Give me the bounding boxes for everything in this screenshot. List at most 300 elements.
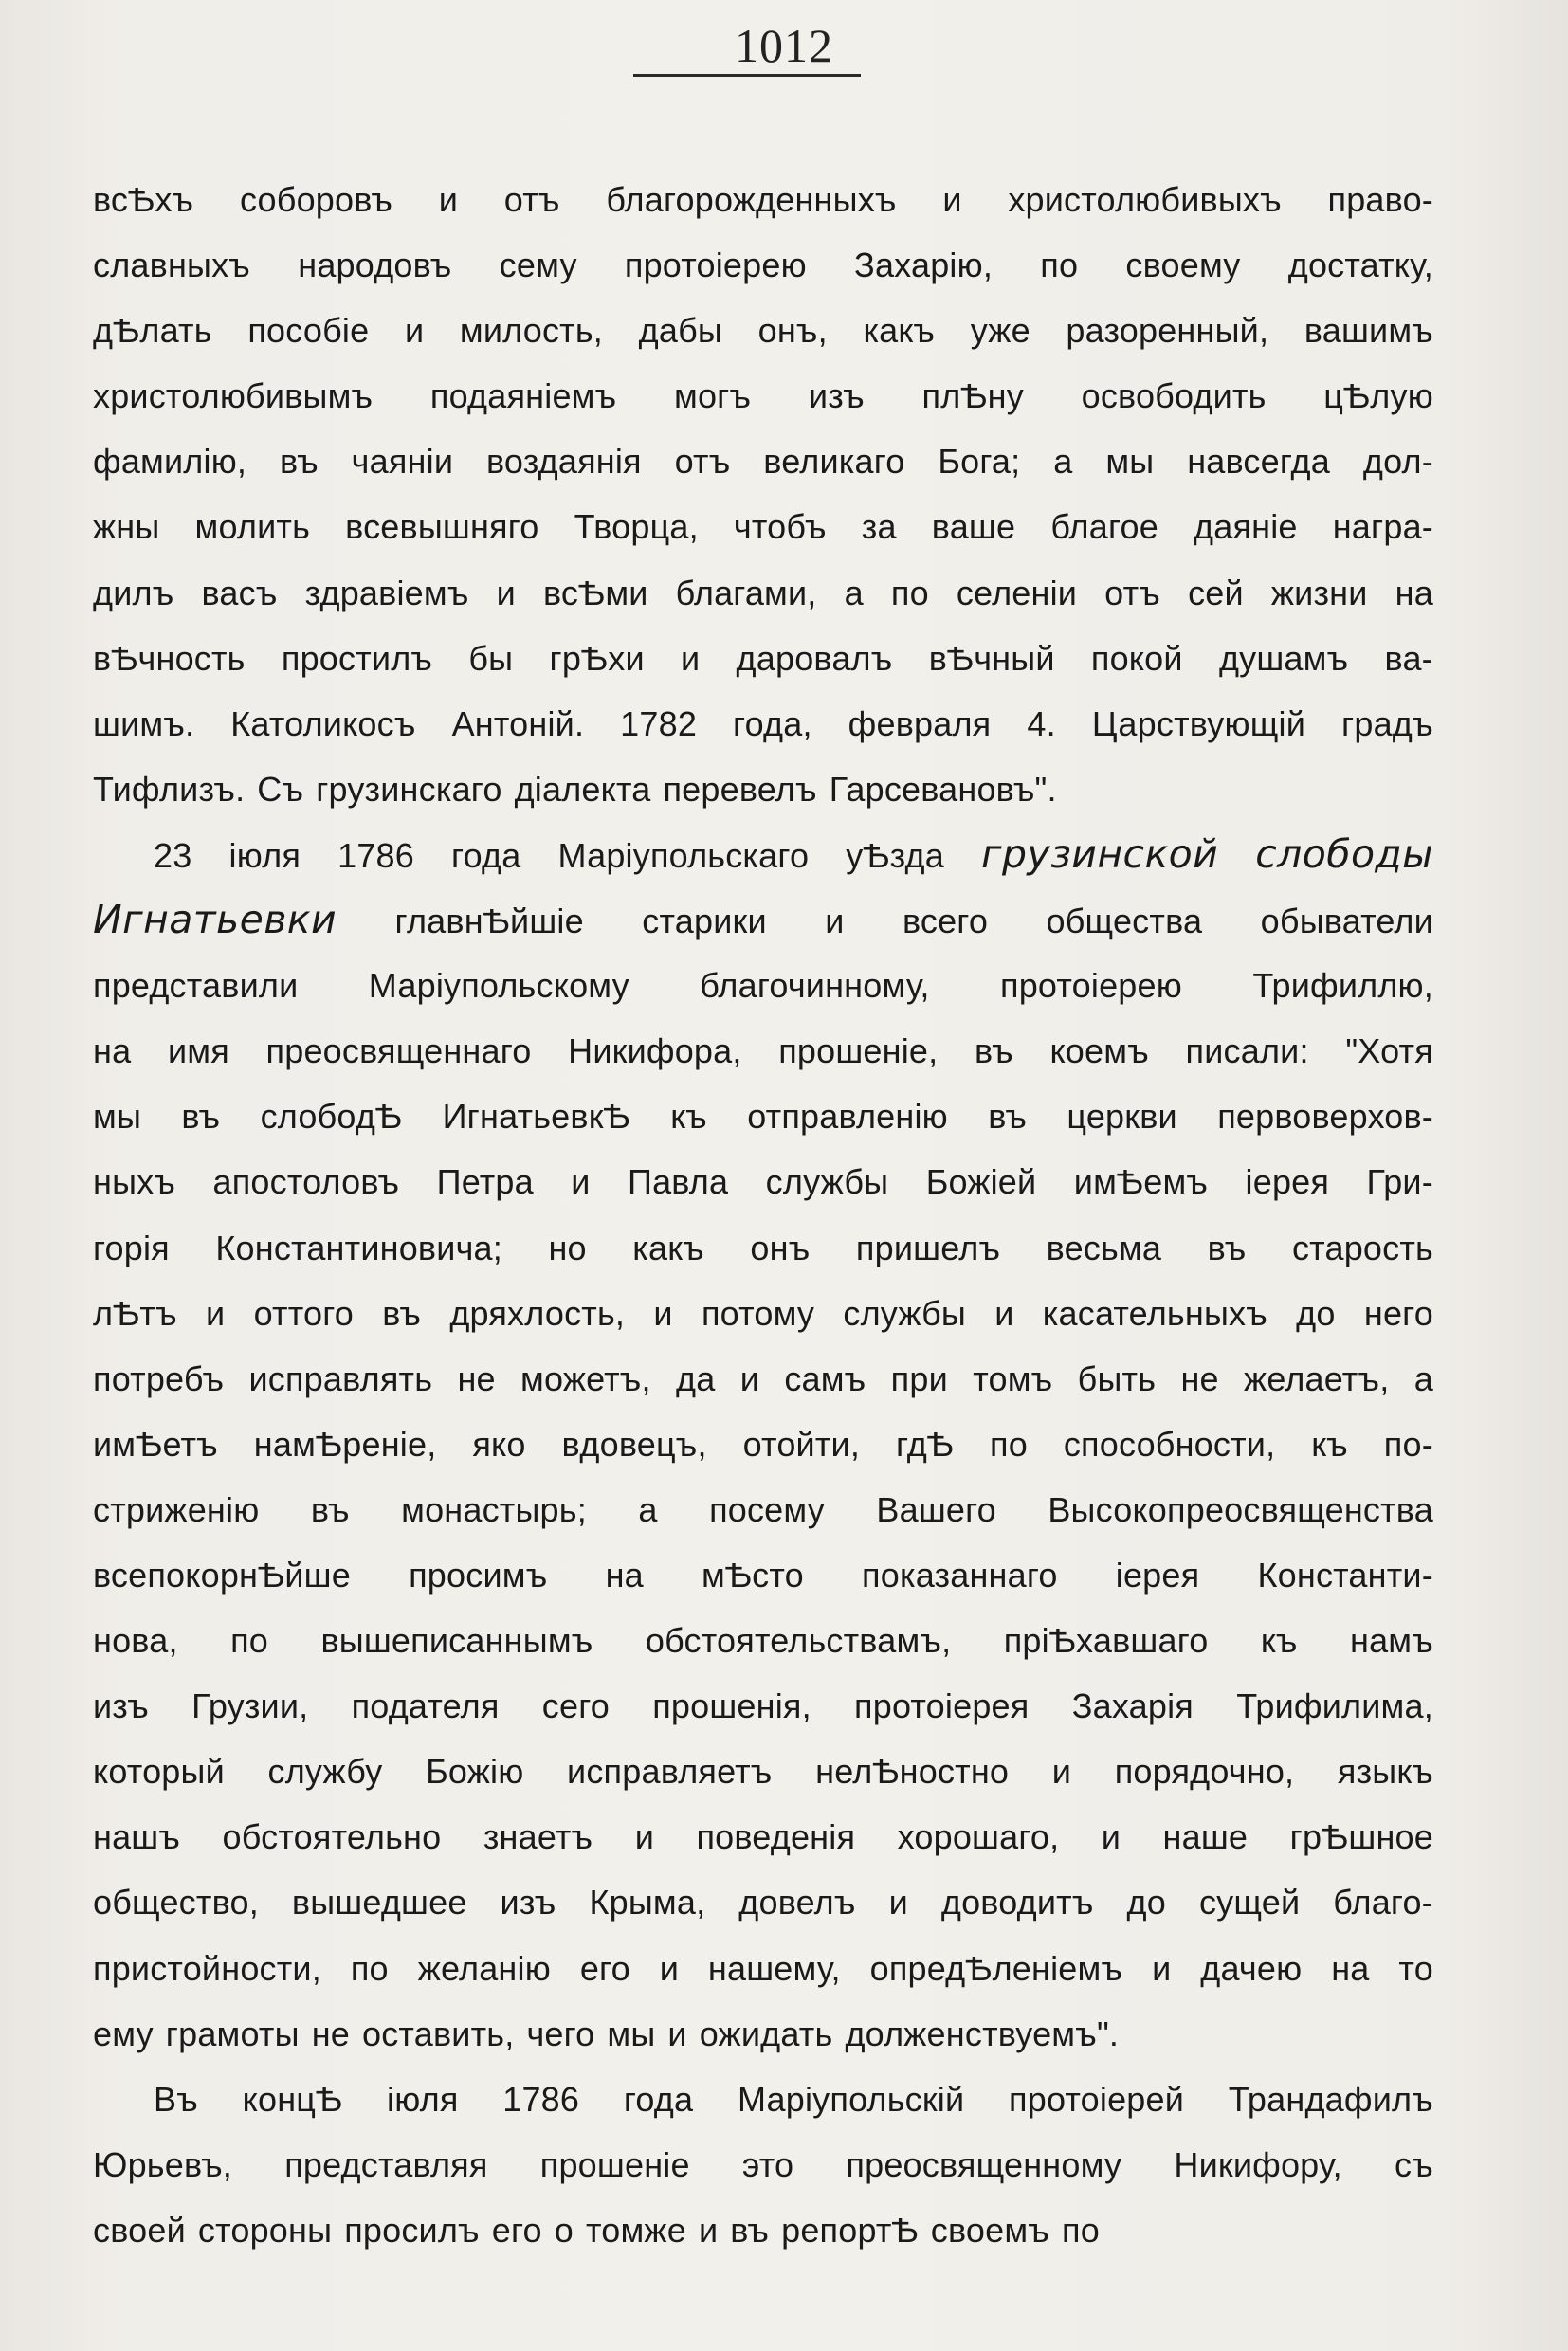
word: лѢтъ — [93, 1293, 177, 1333]
word: отъ — [674, 442, 731, 482]
word: доводитъ — [940, 1883, 1094, 1923]
word: Захарія — [1071, 1686, 1194, 1726]
word: грѢхи — [549, 638, 645, 678]
word: въ — [181, 1097, 221, 1137]
word: великаго — [763, 442, 905, 482]
word: жизни — [1270, 573, 1368, 612]
word: общество, — [93, 1883, 259, 1923]
text-line — [93, 1018, 1433, 1084]
word: Павла — [628, 1162, 729, 1202]
text-line — [93, 2132, 1433, 2197]
word: не — [1180, 1358, 1219, 1398]
text-line — [93, 1281, 1433, 1346]
word: подаяніемъ — [429, 376, 617, 416]
word: обстоятельно — [222, 1817, 442, 1857]
paragraph — [93, 2067, 1433, 2263]
word: мы — [607, 2014, 656, 2053]
word: за — [861, 507, 897, 547]
word: службы — [765, 1162, 889, 1202]
word: по — [350, 1948, 389, 1988]
word: дабы — [638, 311, 722, 351]
word: хорошаго, — [897, 1817, 1060, 1857]
word: благами, — [675, 573, 817, 612]
word: 4. — [1027, 703, 1056, 743]
word: просимъ — [409, 1555, 548, 1595]
word: прошенія, — [652, 1686, 811, 1726]
word: на — [605, 1555, 644, 1595]
word: апостоловъ — [212, 1162, 400, 1202]
word: мѢсто — [702, 1555, 804, 1595]
word: исправляетъ — [567, 1752, 773, 1792]
text-line — [93, 1804, 1433, 1869]
word: Грузии, — [191, 1686, 309, 1726]
word: церкви — [1067, 1097, 1177, 1137]
word: быть — [1077, 1358, 1157, 1398]
word: градъ — [1341, 703, 1433, 743]
word: іерея — [1245, 1162, 1330, 1202]
word: Гарсевановъ". — [829, 769, 1057, 809]
word: Константиновича; — [215, 1228, 502, 1267]
word: могъ — [674, 376, 752, 416]
word: и — [1101, 1817, 1121, 1857]
word: до — [1296, 1293, 1336, 1333]
word: протоіерея — [854, 1686, 1030, 1726]
word: первоверхов- — [1217, 1097, 1433, 1137]
word: чаяніи — [351, 442, 454, 482]
word: нашъ — [93, 1817, 181, 1857]
word: то — [1398, 1948, 1433, 1988]
word: селеніи — [956, 573, 1078, 612]
word: бы — [468, 638, 514, 678]
word: на — [1331, 1948, 1370, 1988]
word: по- — [1383, 1424, 1433, 1464]
text-line — [93, 560, 1433, 626]
word: фамилію, — [93, 442, 247, 482]
word: вѢчность — [93, 638, 246, 678]
word: и — [634, 1817, 655, 1857]
word: весьма — [1046, 1228, 1162, 1267]
text-line — [93, 1739, 1433, 1804]
word: о — [554, 2210, 574, 2250]
word: обстоятельствамъ, — [645, 1621, 952, 1661]
word: ва- — [1384, 638, 1433, 678]
word: всего — [902, 902, 989, 941]
word: чтобъ — [733, 507, 827, 547]
text-line — [93, 1215, 1433, 1281]
word: дачею — [1200, 1948, 1303, 1988]
word: его — [579, 1948, 630, 1988]
word: обыватели — [1260, 902, 1433, 941]
word: Тифлизъ. — [93, 769, 246, 809]
word: дол- — [1362, 442, 1433, 482]
word: освободить — [1081, 376, 1267, 416]
word: томъ — [973, 1358, 1053, 1398]
word: навсегда — [1187, 442, 1330, 482]
word: старики — [642, 902, 767, 941]
word: жны — [93, 507, 160, 547]
word: въ — [988, 1097, 1028, 1137]
word: касательныхъ — [1042, 1293, 1267, 1333]
word: а — [844, 573, 864, 612]
word: подателя — [351, 1686, 500, 1726]
word: преосвященному — [846, 2144, 1122, 2184]
word: желанію — [417, 1948, 551, 1988]
word: "Хотя — [1345, 1031, 1433, 1071]
paragraph — [93, 167, 1433, 822]
word: 1786 — [502, 2079, 580, 2119]
word: по — [230, 1621, 269, 1661]
text-line — [93, 756, 1433, 822]
word: года — [623, 2079, 694, 2119]
word: посему — [709, 1489, 825, 1529]
word: и — [206, 1293, 226, 1333]
word: онъ — [750, 1228, 811, 1267]
word: потому — [701, 1293, 815, 1333]
word: отправленію — [747, 1097, 948, 1137]
word: оттого — [253, 1293, 354, 1333]
word: по — [890, 573, 929, 612]
word: Крыма, — [589, 1883, 706, 1923]
word: вышедшее — [291, 1883, 467, 1923]
word: всѢхъ — [93, 180, 194, 219]
word: Никифору, — [1174, 2144, 1342, 2184]
word: представили — [93, 966, 299, 1006]
word: службу — [267, 1752, 383, 1792]
text-line — [93, 1673, 1433, 1739]
word: простилъ — [281, 638, 433, 678]
word: главнѢйшіе — [394, 902, 584, 941]
word: христолюбивымъ — [93, 376, 374, 416]
word: славныхъ — [93, 246, 251, 285]
word: Бога; — [938, 442, 1021, 482]
text-line — [93, 1936, 1433, 2001]
word: шимъ. — [93, 703, 195, 743]
word: исправлять — [248, 1358, 433, 1398]
word: не — [457, 1358, 496, 1398]
word: Въ — [154, 2079, 198, 2119]
word: Маріупольскій — [737, 2079, 965, 2119]
word: имѢемъ — [1073, 1162, 1209, 1202]
word: цѢлую — [1323, 376, 1433, 416]
word: награ- — [1332, 507, 1433, 547]
word: слободы — [1255, 830, 1433, 877]
word: сущей — [1198, 1883, 1301, 1923]
word: вдовецъ, — [561, 1424, 707, 1464]
word: пристойности, — [93, 1948, 321, 1988]
word: по — [990, 1424, 1028, 1464]
word: своему — [1125, 246, 1241, 285]
word: Маріупольскому — [368, 966, 629, 1006]
word: прошеніе, — [778, 1031, 939, 1071]
word: и — [438, 180, 459, 219]
word: а — [1053, 442, 1073, 482]
word: чего — [526, 2014, 595, 2053]
word: на — [1395, 573, 1433, 612]
text-line — [93, 2197, 1433, 2263]
text-line — [93, 167, 1433, 232]
word: прошеніе — [539, 2144, 690, 2184]
word: знаетъ — [483, 1817, 593, 1857]
word: сему — [499, 246, 577, 285]
word: концѢ — [242, 2079, 343, 2119]
word: монастырь; — [401, 1489, 587, 1529]
word: показаннаго — [862, 1555, 1058, 1595]
word: репортѢ — [781, 2210, 919, 2250]
word: іюля — [228, 835, 301, 875]
word: поведенія — [696, 1817, 856, 1857]
word: Трифилима, — [1236, 1686, 1433, 1726]
word: Маріупольскаго — [557, 835, 810, 875]
word: имя — [167, 1031, 229, 1071]
word: грузинской — [981, 830, 1219, 877]
word: 1786 — [337, 835, 414, 875]
text-line — [93, 232, 1433, 298]
word: намъ — [1350, 1621, 1433, 1661]
word: намѢреніе, — [253, 1424, 437, 1464]
word: благо- — [1333, 1883, 1433, 1923]
word: службы — [843, 1293, 966, 1333]
word: народовъ — [298, 246, 452, 285]
word: слободѢ — [260, 1097, 403, 1137]
word: какъ — [632, 1228, 704, 1267]
word: стриженію — [93, 1489, 260, 1529]
word: преосвященнаго — [265, 1031, 532, 1071]
text-line — [93, 363, 1433, 428]
word: Антоній. — [451, 703, 585, 743]
word: благое — [1050, 507, 1158, 547]
word: нашему, — [707, 1948, 841, 1988]
word: Творца, — [574, 507, 699, 547]
word: и — [681, 638, 701, 678]
text-line — [93, 691, 1433, 756]
text-line — [93, 2067, 1433, 2132]
word: года — [451, 835, 521, 875]
word: разоренный, — [1066, 311, 1269, 351]
word: соборовъ — [239, 180, 393, 219]
word: яко — [472, 1424, 526, 1464]
word: и — [1152, 1948, 1172, 1988]
word: своемъ — [930, 2210, 1049, 2250]
word: іерея — [1115, 1555, 1200, 1595]
word: Католикосъ — [230, 703, 416, 743]
word: Юрьевъ, — [93, 2144, 232, 2184]
word: діалекта — [514, 769, 651, 809]
word: года, — [733, 703, 812, 743]
text-line — [93, 1412, 1433, 1477]
word: Божію — [426, 1752, 524, 1792]
word: опредѢленіемъ — [869, 1948, 1123, 1988]
word: да — [676, 1358, 716, 1398]
word: Вашего — [876, 1489, 996, 1529]
word: право- — [1327, 180, 1433, 219]
paragraph — [93, 822, 1433, 2067]
word: и — [698, 2210, 719, 2250]
word: нелѢностно — [815, 1752, 1010, 1792]
text-line — [93, 1346, 1433, 1412]
word: отъ — [1104, 573, 1160, 612]
word: въ — [279, 442, 319, 482]
word: ему — [93, 2014, 154, 2053]
word: протоіерею — [1000, 966, 1182, 1006]
word: можетъ, — [520, 1358, 651, 1398]
text-line — [93, 428, 1433, 494]
word: Петра — [436, 1162, 534, 1202]
word: покой — [1090, 638, 1183, 678]
word: а — [638, 1489, 658, 1529]
word: вашимъ — [1304, 311, 1433, 351]
word: отойти, — [742, 1424, 861, 1464]
word: желаетъ, — [1244, 1358, 1390, 1398]
word: а — [1413, 1358, 1433, 1398]
word: способности, — [1063, 1424, 1276, 1464]
text-line — [93, 298, 1433, 363]
word: потребъ — [93, 1358, 225, 1398]
word: по — [1062, 2210, 1100, 2250]
word: 1782 — [620, 703, 698, 743]
word: февраля — [848, 703, 992, 743]
word: и — [825, 902, 845, 941]
word: въ — [310, 1489, 350, 1529]
word: въ — [730, 2210, 770, 2250]
word: долженствуемъ". — [845, 2014, 1120, 2053]
word: него — [1363, 1293, 1433, 1333]
word: 23 — [154, 835, 192, 875]
text-line — [93, 1149, 1433, 1214]
word: и — [1051, 1752, 1072, 1792]
word: и — [496, 573, 516, 612]
word: просилъ — [344, 2210, 480, 2250]
word: воздаянія — [486, 442, 642, 482]
word: довелъ — [738, 1883, 856, 1923]
word: изъ — [808, 376, 865, 416]
body-text — [93, 167, 1433, 2263]
word: іюля — [387, 2079, 459, 2119]
word: ожидать — [699, 2014, 833, 2053]
word: грѢшное — [1289, 1817, 1433, 1857]
word: горія — [93, 1228, 170, 1267]
word: перевелъ — [663, 769, 817, 809]
word: общества — [1046, 902, 1203, 941]
word: дряхлость, — [449, 1293, 626, 1333]
word: языкъ — [1337, 1752, 1433, 1792]
text-line — [93, 1084, 1433, 1149]
word: Трандафилъ — [1228, 2079, 1433, 2119]
word: ваше — [931, 507, 1016, 547]
word: къ — [1260, 1621, 1298, 1661]
word: милость, — [459, 311, 604, 351]
word: при — [890, 1358, 948, 1398]
word: наше — [1162, 1817, 1249, 1857]
word: пріѢхавшаго — [1003, 1621, 1209, 1661]
word: и — [404, 311, 425, 351]
word: Гри- — [1366, 1162, 1433, 1202]
word: изъ — [93, 1686, 149, 1726]
word: здравіемъ — [304, 573, 469, 612]
text-line — [93, 626, 1433, 691]
word: своей — [93, 2210, 186, 2250]
word: изъ — [500, 1883, 556, 1923]
text-line — [93, 2001, 1433, 2067]
word: уже — [970, 311, 1030, 351]
word: сей — [1188, 573, 1244, 612]
word: Никифора, — [568, 1031, 742, 1071]
word: порядочно, — [1114, 1752, 1295, 1792]
word: и — [667, 2014, 687, 2053]
word: протоіерей — [1009, 2079, 1185, 2119]
word: и — [659, 1948, 680, 1988]
text-line — [93, 494, 1433, 559]
word: молить — [194, 507, 311, 547]
word: но — [548, 1228, 587, 1267]
word: стороны — [197, 2210, 333, 2250]
word: томже — [585, 2210, 686, 2250]
word: вышеписаннымъ — [320, 1621, 593, 1661]
word: и — [942, 180, 962, 219]
word: какъ — [863, 311, 936, 351]
word: на — [93, 1031, 132, 1071]
word: пришелъ — [855, 1228, 1001, 1267]
word: не — [311, 2014, 351, 2053]
text-line — [93, 953, 1433, 1018]
word: это — [741, 2144, 794, 2184]
word: Божіей — [925, 1162, 1037, 1202]
word: ныхъ — [93, 1162, 176, 1202]
word: до — [1126, 1883, 1166, 1923]
word: дилъ — [93, 573, 174, 612]
word: даровалъ — [736, 638, 893, 678]
word: уѢзда — [846, 835, 944, 875]
word: протоіерею — [624, 246, 807, 285]
word: ИгнатьевкѢ — [442, 1097, 630, 1137]
text-line — [93, 1542, 1433, 1608]
word: сего — [541, 1686, 610, 1726]
text-line — [93, 1477, 1433, 1542]
word: старость — [1291, 1228, 1433, 1267]
header-rule — [633, 74, 861, 77]
word: и — [739, 1358, 760, 1398]
word: Высокопреосвященства — [1048, 1489, 1433, 1529]
word: нова, — [93, 1621, 178, 1661]
word: и — [888, 1883, 908, 1923]
word: Съ — [257, 769, 304, 809]
word: достатку, — [1287, 246, 1433, 285]
word: въ — [1207, 1228, 1247, 1267]
word: къ — [1311, 1424, 1348, 1464]
word: васъ — [201, 573, 278, 612]
word: Царствующій — [1091, 703, 1306, 743]
word: коемъ — [1049, 1031, 1149, 1071]
text-line — [93, 1608, 1433, 1673]
word: мы — [93, 1097, 142, 1137]
text-line — [93, 822, 1433, 887]
word: и — [653, 1293, 673, 1333]
word: пособіе — [247, 311, 370, 351]
text-line — [93, 1869, 1433, 1935]
word: въ — [382, 1293, 422, 1333]
word: который — [93, 1752, 225, 1792]
word: и — [571, 1162, 591, 1202]
word: Трифиллю, — [1252, 966, 1433, 1006]
word: онъ, — [757, 311, 828, 351]
page-number: 1012 — [735, 19, 833, 72]
word: въ — [974, 1031, 1013, 1071]
text-line — [93, 887, 1433, 953]
word: отъ — [503, 180, 560, 219]
word: Захарію, — [854, 246, 994, 285]
word: грузинскаго — [316, 769, 502, 809]
word: грамоты — [165, 2014, 300, 2053]
word: самъ — [784, 1358, 866, 1398]
